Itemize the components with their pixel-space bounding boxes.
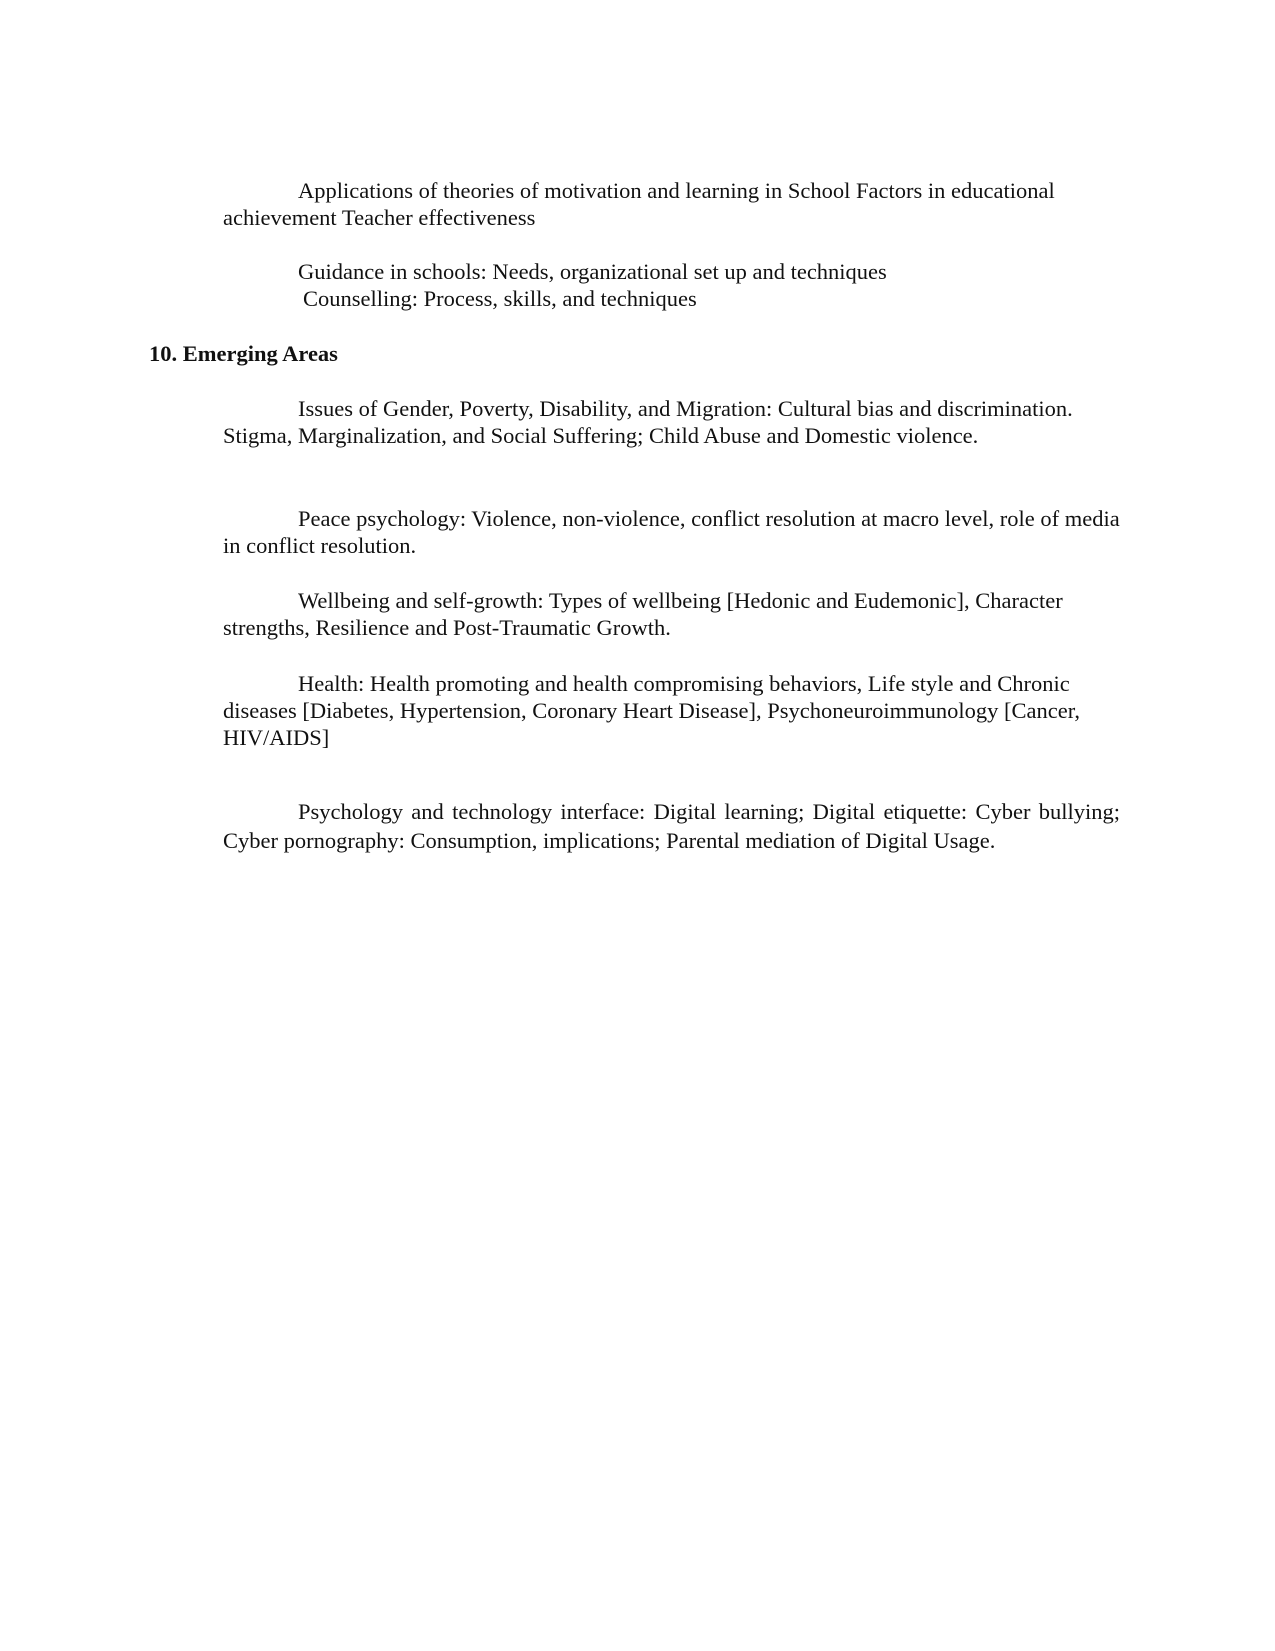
paragraph-applications: Applications of theories of motivation and learning in School Factors in educational achievement Teacher effectiveness [223,178,1055,230]
paragraph-counselling: Counselling: Process, skills, and techniques [303,286,697,311]
paragraph-guidance: Guidance in schools: Needs, organizational set up and techniques [298,259,887,284]
section-heading: 10. Emerging Areas [149,341,338,366]
paragraph-health: Health: Health promoting and health compromising behaviors, Life style and Chronic diseases [Diabetes, Hypertension, Coronary Heart Disease], Psychoneuroimmunology [Cancer, HIV/AIDS] [223,671,1080,750]
paragraph-technology: Psychology and technology interface: Digital learning; Digital etiquette: Cyber bullying; Cyber pornography: Consumption, implications; Parental mediation of Digital Usage. [223,799,1120,853]
paragraph-issues: Issues of Gender, Poverty, Disability, and Migration: Cultural bias and discrimination. Stigma, Marginalization, and Social Suffering; Child Abuse and Domestic violence. [223,396,1073,448]
paragraph-wellbeing: Wellbeing and self-growth: Types of wellbeing [Hedonic and Eudemonic], Character strengths, Resilience and Post-Traumatic Growth. [223,588,1063,640]
paragraph-peace-psychology: Peace psychology: Violence, non-violence, conflict resolution at macro level, role of media in conflict resolution. [223,506,1120,558]
